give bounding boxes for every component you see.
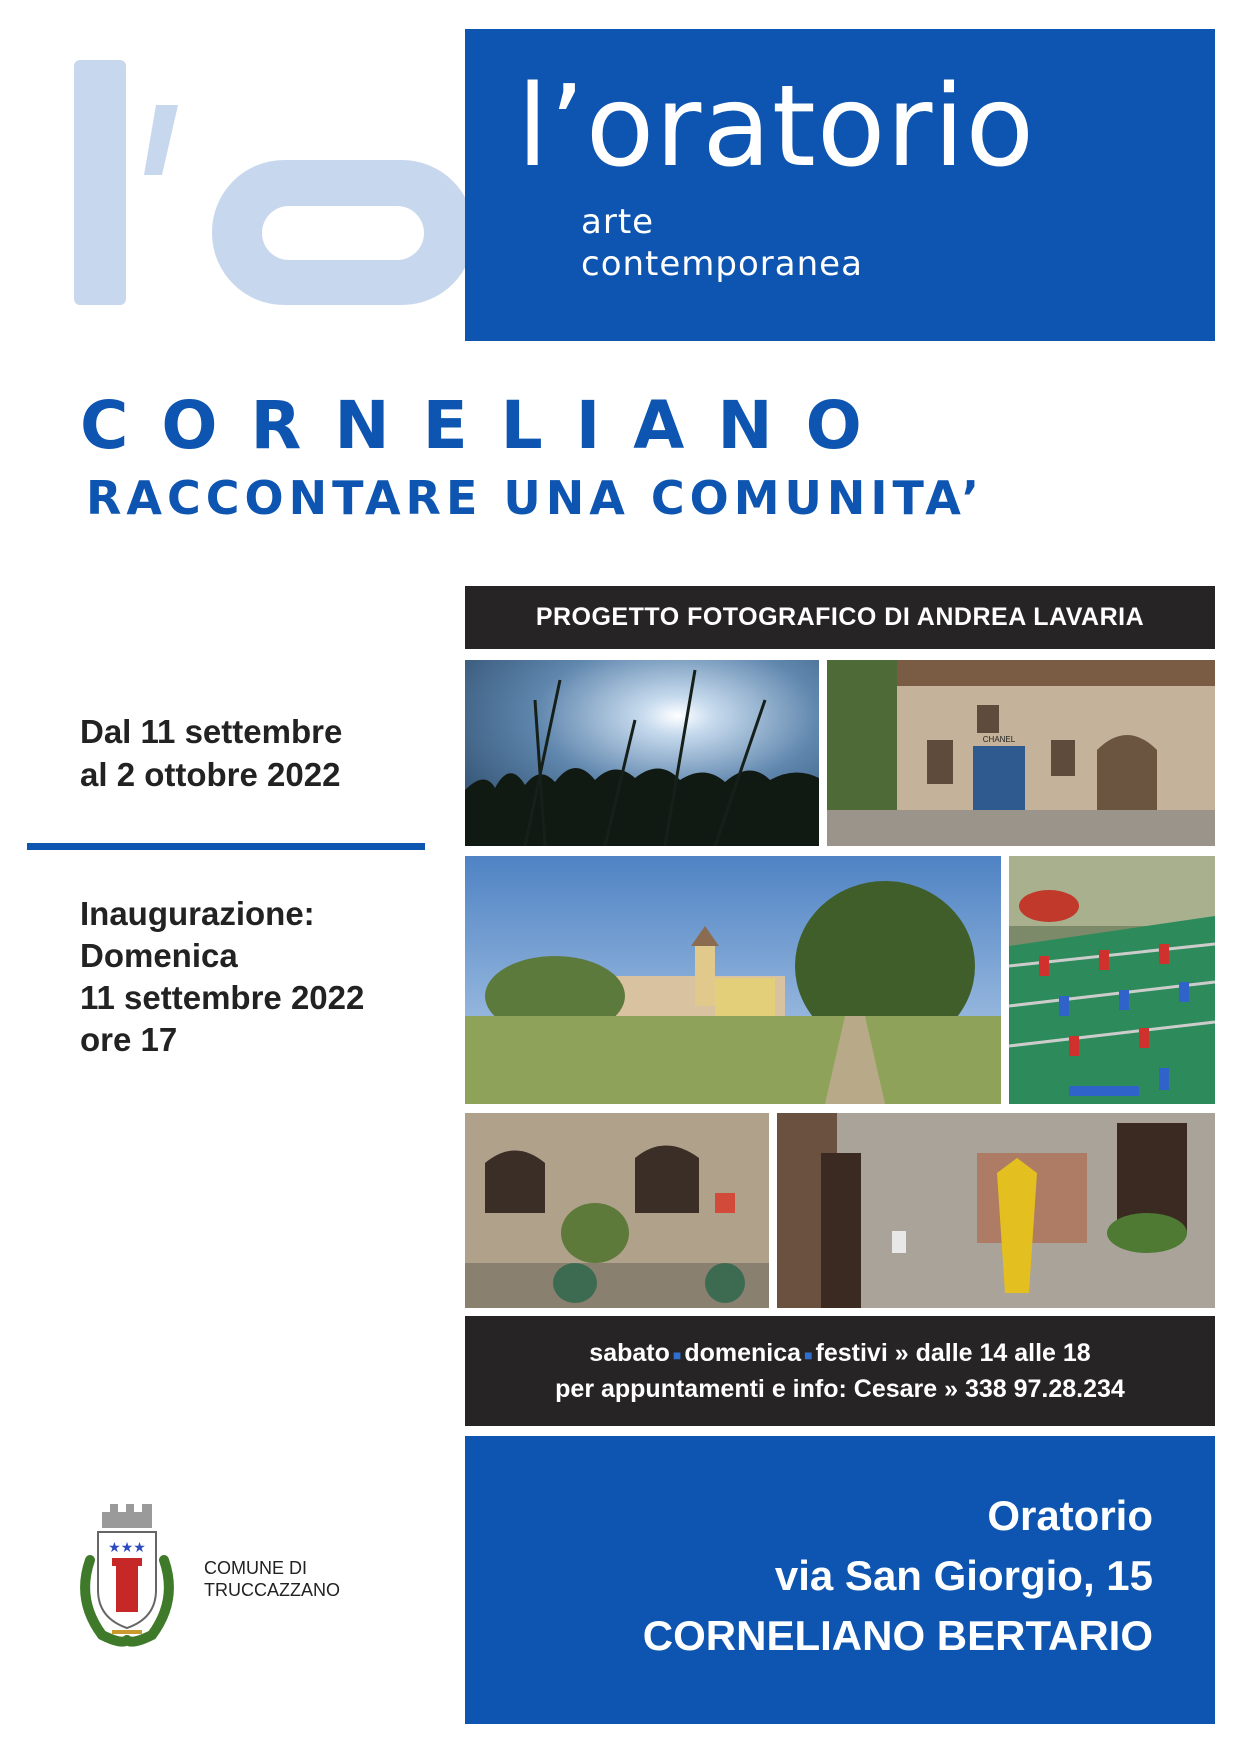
municipality-crest-icon (72, 1500, 182, 1650)
brand-title: l’oratorio (517, 62, 1036, 192)
inauguration-line-3: 11 settembre 2022 (80, 979, 365, 1016)
brand-subtitle-line-1: arte (581, 202, 655, 242)
brand-subtitle-line-2: contemporanea (581, 244, 863, 284)
header-banner (465, 29, 1215, 341)
ghost-logo-mark (74, 60, 474, 360)
brand-subtitle (581, 201, 863, 285)
inauguration-info (80, 893, 364, 1061)
divider-line (27, 843, 425, 850)
svg-text:★★★: ★★★ (108, 1540, 146, 1556)
photo-yellow-cloth-wall (777, 1113, 1215, 1308)
photo-farmhouse-door (827, 660, 1215, 846)
inauguration-line-1: Inaugurazione: (80, 895, 315, 932)
opening-hours-bar (465, 1316, 1215, 1426)
inauguration-line-4: ore 17 (80, 1021, 178, 1058)
exhibition-dates (80, 710, 342, 796)
municipality-line-2: TRUCCAZZANO (204, 1580, 340, 1600)
photo-village-landscape (465, 856, 1001, 1104)
municipality-name (204, 1557, 340, 1601)
venue-street: via San Giorgio, 15 (774, 1552, 1153, 1599)
exhibition-title: CORNELIANO (80, 387, 895, 464)
project-credit-bar (465, 586, 1215, 649)
photo-sign-text: CHANEL (982, 735, 1016, 744)
venue-name: Oratorio (987, 1492, 1153, 1539)
hours-day-sunday: domenica (684, 1339, 802, 1368)
project-credit-text: PROGETTO FOTOGRAFICO DI ANDREA LAVARIA (535, 603, 1145, 631)
square-bullet-icon: ■ (672, 1346, 682, 1363)
dates-line-1: Dal 11 settembre (80, 713, 343, 750)
venue-town: CORNELIANO BERTARIO (642, 1612, 1153, 1659)
opening-hours-line (589, 1336, 1090, 1371)
hours-holidays-times: festivi » dalle 14 alle 18 (815, 1339, 1091, 1368)
municipality-line-1: COMUNE DI (204, 1558, 307, 1578)
photo-grass-sun (465, 660, 819, 846)
venue-address (643, 1486, 1153, 1666)
photo-rustic-windows (465, 1113, 769, 1308)
square-bullet-icon: ■ (804, 1346, 813, 1363)
inauguration-line-2: Domenica (80, 937, 238, 974)
exhibition-subtitle: RACCONTARE UNA COMUNITA’ (86, 471, 985, 525)
hours-day-saturday: sabato (589, 1339, 670, 1368)
address-banner (465, 1436, 1215, 1724)
dates-line-2: al 2 ottobre 2022 (80, 756, 341, 793)
appointment-info: per appuntamenti e info: Cesare » 338 97.28.234 (555, 1374, 1125, 1403)
photo-foosball (1009, 856, 1215, 1104)
